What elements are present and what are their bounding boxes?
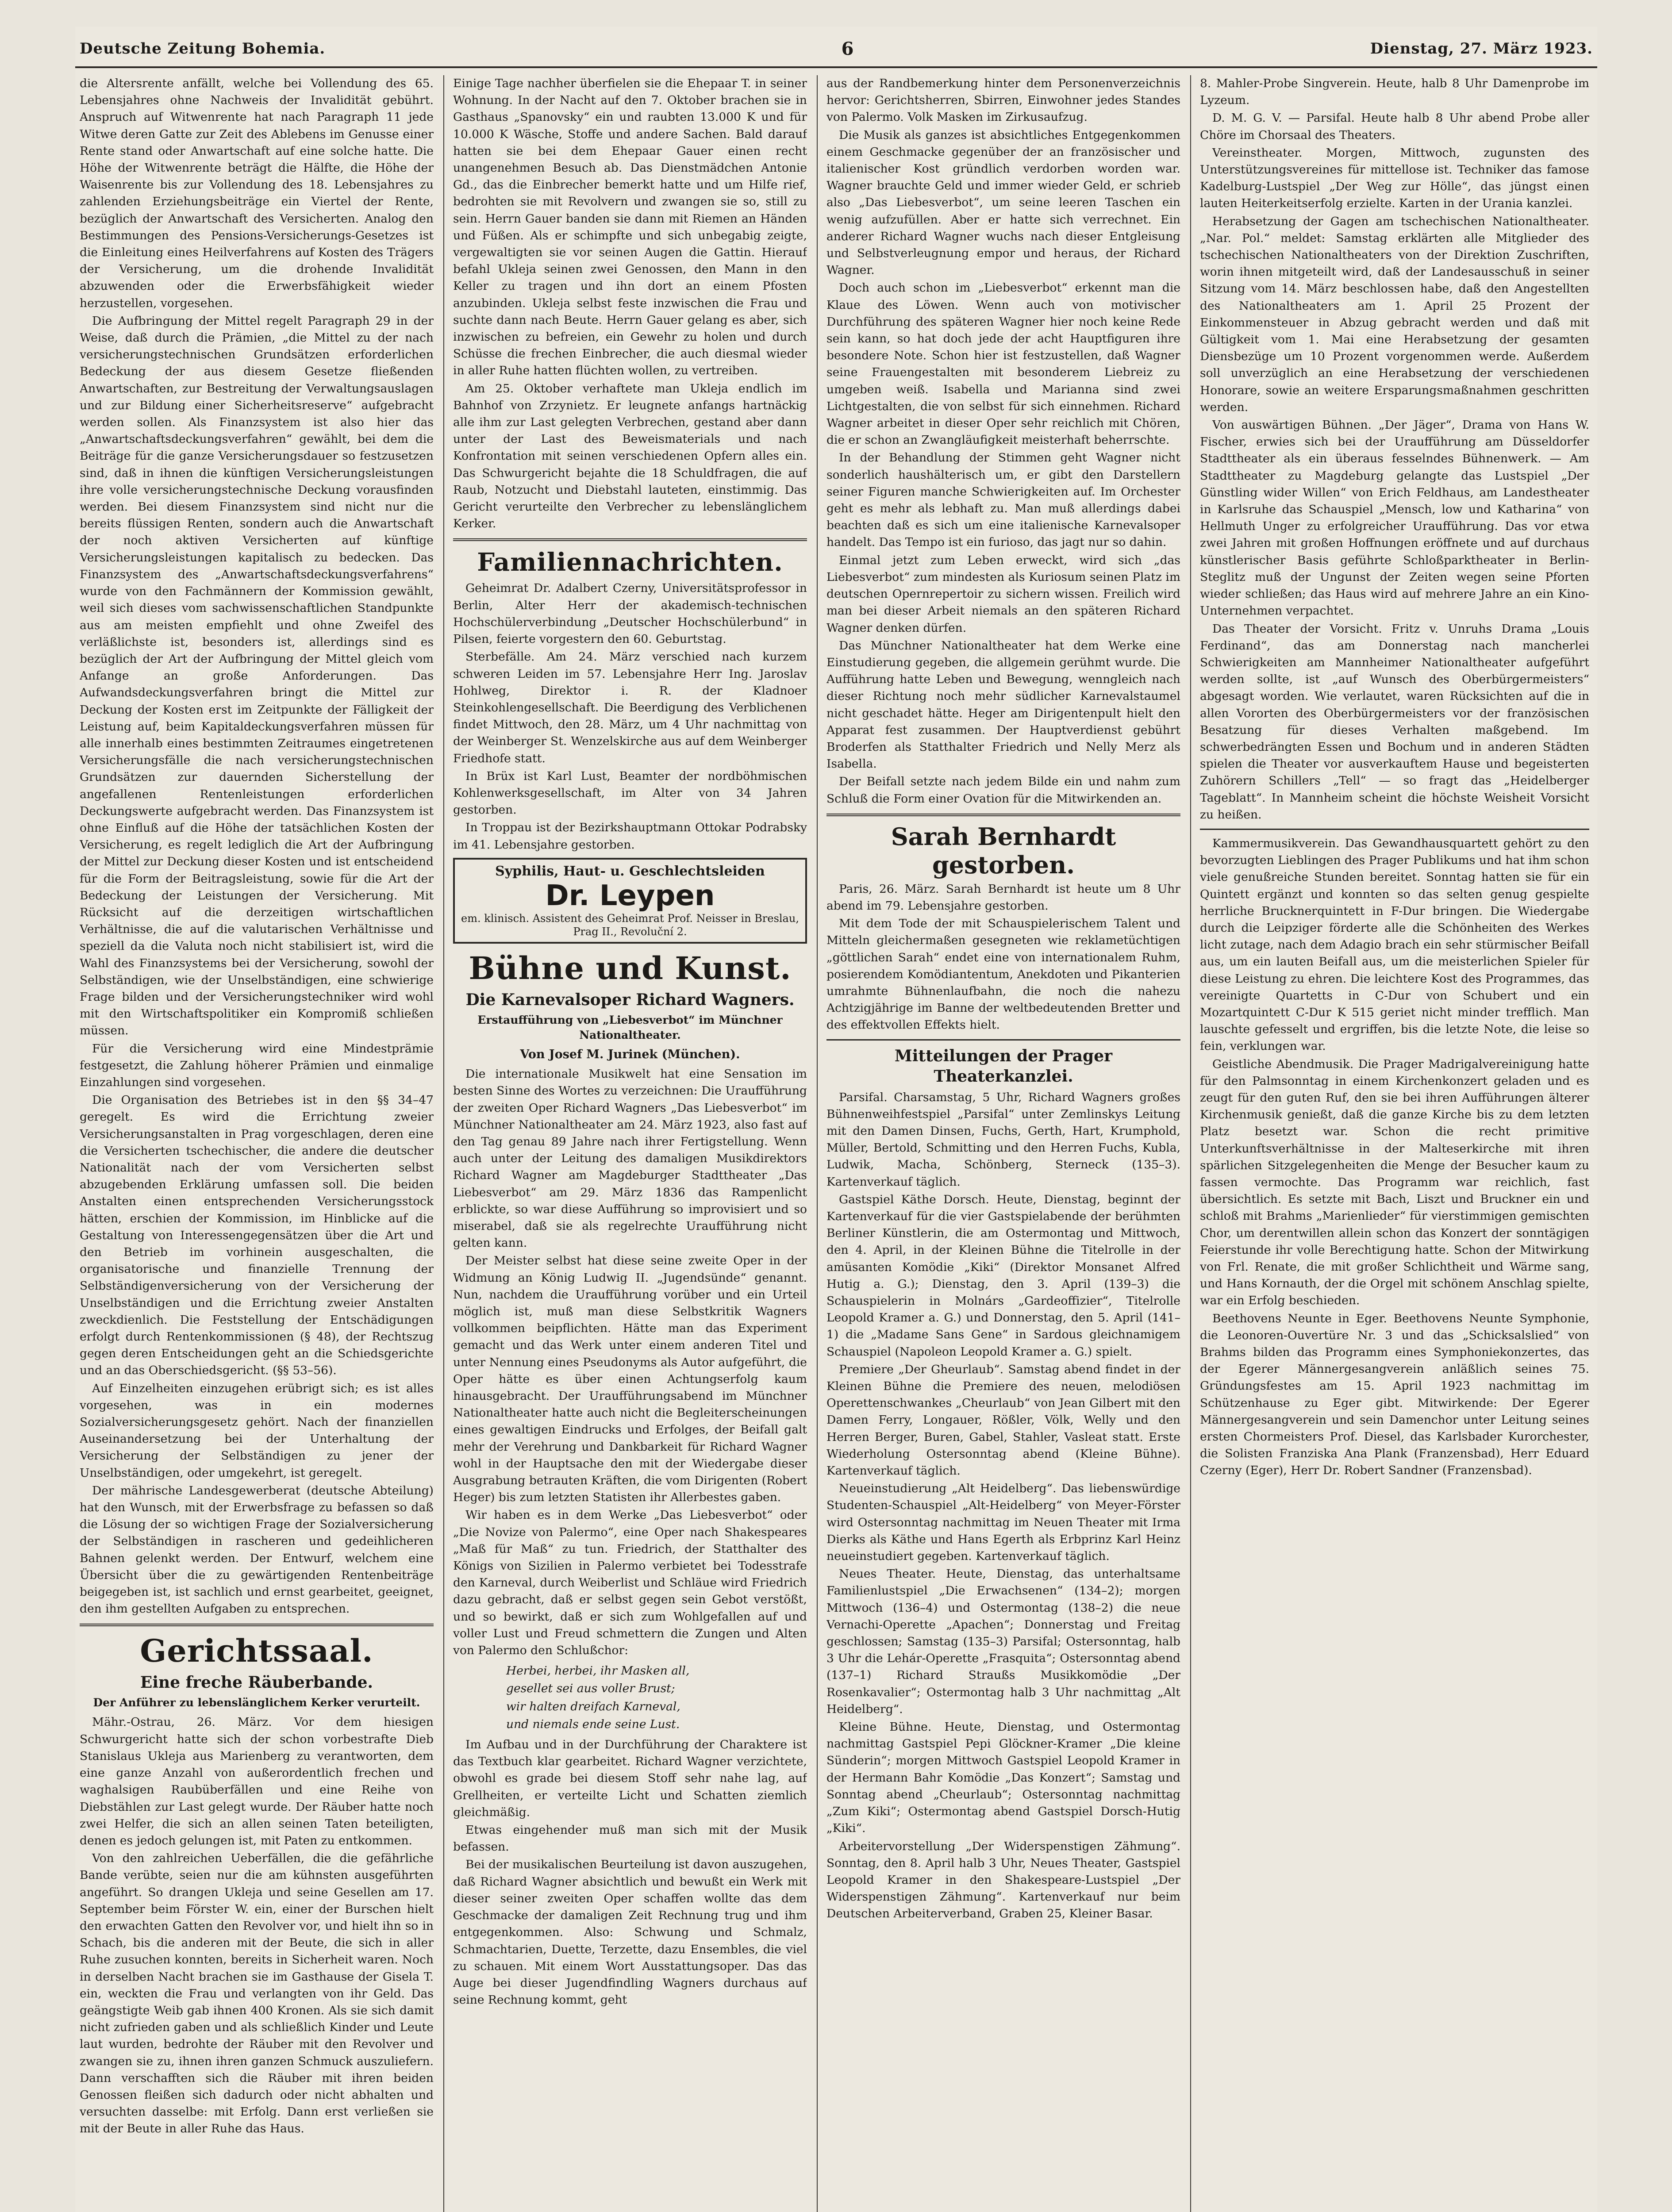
verse-line: Herbei, herbei, ihr Masken all,	[506, 1664, 690, 1678]
paragraph: Von den zahlreichen Ueberfällen, die die gefährliche Bande verübte, seien nur die am kühnsten ausgeführten angeführt. So drangen Ukleja und seine Gesellen am 17. September beim Förster W. ein, einer der Burschen hielt den erwachten Gatten den Revolver vor, und hielt ihn so in Schach, bis die anderen mit der Beute, die sich in aller Ruhe zusuchen konnten, bereits in Sicherheit waren. Noch in derselben Nacht brachen sie im Gasthause der Gisela T. ein, weckten die Frau und verlangten von ihr Geld. Das geängstigte Weib gab ihnen 400 Kronen. Als sie sich damit nicht zufrieden gaben und als schließlich Kinder und Leute laut wurden, bedrohte der Räuber mit den Revolver und zwangen sie zu, ihnen ihren ganzen Schmuck auszuliefern. Dann verschafften sich die Räuber mit ihren beiden Genossen fleißen sich dadurch oder nicht abhalten und versuchten dasselbe: mit Erfolg. Dann erst verließen sie mit der Beute in aller Ruhe das Haus.	[80, 1851, 434, 2136]
paragraph: Neues Theater. Heute, Dienstag, das unterhaltsame Familienlustspiel „Die Erwachsenen“ (134–2); morgen Mittwoch (136–4) und Ostermontag (138–2) die neue Vernachi-Operette „Apachen“; Donnerstag und Freitag geschlossen; Samstag (135–3) Parsifal; Ostersonntag, halb 3 Uhr die Lehár-Operette „Frasquita“; Ostersonntag abend (137–1) Richard Straußs Musikkomödie „Der Rosenkavalier“; Ostermontag halb 3 Uhr nachmittag „Alt Heidelberg“.	[826, 1567, 1180, 1716]
column-rule	[817, 75, 818, 2212]
ad-doctor-name: Dr. Leypen	[545, 879, 715, 912]
paragraph: Bei der musikalischen Beurteilung ist davon auszugehen, daß Richard Wagner absichtlich und bewußt ein Werk mit dieser seiner zweiten Oper schaffen wollte das dem Geschmacke der damaligen Zeit Rechnung trug und ihm entgegenkommen. Also: Schwung und Schmalz, Schmachtarien, Duette, Terzette, dazu Ensembles, die viel zu schauen. Mit einem Wort Ausstattungsoper. Das das Auge bei dieser Jugendfindling Wagners durchaus auf seine Rechnung kommt, geht	[453, 1858, 807, 2007]
article-headline: Die Karnevalsoper Richard Wagners.	[465, 990, 795, 1009]
paragraph: Paris, 26. März. Sarah Bernhardt ist heute um 8 Uhr abend im 79. Lebensjahre gestorben.	[826, 882, 1180, 913]
ad-details: em. klinisch. Assistent des Geheimrat Prof. Neisser in Breslau, Prag II., Revoluční 2.	[461, 912, 799, 938]
section-heading-arts: Bühne und Kunst.	[469, 949, 792, 987]
paragraph: Der Beifall setzte nach jedem Bilde ein und nahm zum Schluß die Form einer Ovation für die Mitwirkenden an.	[826, 775, 1180, 806]
paragraph: Im Aufbau und in der Durchführung der Charaktere ist das Textbuch klar gearbeitet. Richard Wagner verzichtete, obwohl es grade bei diesem Stoff sehr nahe lag, auf Grellheiten, er verteilte Licht und Schatten ziemlich gleichmäßig.	[453, 1738, 807, 1819]
verse-quote	[506, 1663, 807, 1733]
section-divider	[826, 814, 1180, 816]
section-divider	[826, 1039, 1180, 1041]
section-heading-family: Familiennachrichten.	[477, 548, 783, 577]
paragraph: Neueinstudierung „Alt Heidelberg“. Das liebenswürdige Studenten-Schauspiel „Alt-Heidelberg“ von Meyer-Förster wird Ostersonntag nachmittag im Neuen Theater mit Irma Dierks als Käthe und Hans Egerth als Erbprinz Karl Heinz neueinstudiert gegeben. Kartenverkauf täglich.	[826, 1482, 1180, 1563]
column-3	[826, 75, 1180, 2212]
paragraph: Herabsetzung der Gagen am tschechischen Nationaltheater. „Nar. Pol.“ meldet: Samstag erklärten alle Mitglieder des tschechischen Nationaltheaters von der Direktion Zuschriften, worin ihnen mitgeteilt wird, daß der Landesausschuß in seiner Sitzung vom 14. März beschlossen habe, daß den Angestellten des Nationaltheaters am 1. April 25 Prozent der Einkommensteuer in Abzug gebracht werden und daß mit Gültigkeit vom 1. Mai eine Herabsetzung der gesamten Diensbezüge um 10 Prozent vorgenommen werde. Außerdem soll unverzüglich an eine Herabsetzung der verschiedenen Honorare, sowie an weitere Ersparungsmaßnahmen geschritten werden.	[1200, 214, 1589, 414]
paragraph: Geistliche Abendmusik. Die Prager Madrigalvereinigung hatte für den Palmsonntag in einem Kirchenkonzert geladen und es zeugt für den guten Ruf, den sie bei ihren Aufführungen älterer Kirchenmusik genießt, daß die ganze Kirche bis zu dem letzten Platz besetzt war. Schon die recht primitive Unterkunftsverhältnisse in der Malteserkirche mit ihren spärlichen Sitzgelegenheiten die Menge der Besucher kaum zu fassen vermochte. Das Programm war reichlich, fast übersichtlich. Es setzte mit Bach, Liszt und Bruckner ein und schloß mit Brahms „Marienlieder“ für vierstimmigen gemischten Chor, um derentwillen allein schon das Konzert der sonntägigen Feierstunde ihr volle Berechtigung hatte. Schon der Mitwirkung von Frl. Renate, die mit großer Schlichtheit und Wärme sang, und Hans Kornauth, der die Orgel mit schönem Anschlag spielte, war ein Erfolg beschieden.	[1200, 1057, 1589, 1308]
byline: Von Josef M. Jurinek (München).	[520, 1047, 740, 1061]
paragraph: Das Theater der Vorsicht. Fritz v. Unruhs Drama „Louis Ferdinand“, das am Donnerstag nach mancherlei Schwierigkeiten am Mannheimer Nationaltheater aufgeführt werden sollte, ist „auf Wunsch des Oberbürgermeisters“ abgesagt worden. Wie verlautet, waren Rücksichten auf die in allen Vororten des Oberbürgermeisters vor der französischen Besatzung für dieses Verhalten maßgebend. Im schwerbedrängten Essen und Bochum und in anderen Städten spielen die Theater vor ausverkauftem Hause und begeisterten Zuhörern Schillers „Tell“ — so fragt das „Heidelberger Tageblatt“. In Mannheim scheint die höchste Weisheit Vorsicht zu heißen.	[1200, 622, 1589, 822]
column-rule	[1190, 75, 1191, 2212]
paragraph: Mähr.-Ostrau, 26. März. Vor dem hiesigen Schwurgericht hatte sich der schon vorbestrafte Dieb Stanislaus Ukleja aus Marienberg zu verantworten, dem eine ganze Anzahl von außerordentlich frechen und waghalsigen Raubüberfällen und eine Reihe von Diebstählen zur Last gelegt wurde. Der Räuber hatte noch zwei Helfer, die sich an allen seinen Taten beteiligten, denen es jedoch gelungen ist, mit Paten zu entkommen.	[80, 1715, 434, 1847]
paragraph: Die internationale Musikwelt hat eine Sensation im besten Sinne des Wortes zu verzeichnen: Die Uraufführung der zweiten Oper Richard Wagners „Das Liebesverbot“ im Münchner Nationaltheater am 24. März 1923, also fast auf den Tag genau 89 Jahre nach ihrer Fertigstellung. Wenn auch unter der Leitung des damaligen Musikdirektors Richard Wagner am Magdeburger Stadttheater „Das Liebesverbot“ am 29. März 1836 das Rampenlicht erblickte, so war diese Aufführung so improvisiert und so miserabel, daß sie als regelrechte Uraufführung nicht gelten kann.	[453, 1067, 807, 1250]
paragraph: Von auswärtigen Bühnen. „Der Jäger“, Drama von Hans W. Fischer, erwies sich bei der Uraufführung am Düsseldorfer Stadttheater als ein überaus fesselndes Bühnenwerk. — Am Stadttheater zu Magdeburg gelangte das Lustspiel „Der Günstling wider Willen“ von Erich Feldhaus, am Landestheater in Karlsruhe das Schauspiel „Mensch, low und Katharina“ von Hellmuth Unger zu erfolgreicher Uraufführung. Das vor etwa zwei Jahren mit großen Hoffnungen eröffnete und auf durchaus künstlerischer Basis geführte Schloßparktheater in Berlin-Steglitz muß der Ungunst der Zeiten wegen seine Pforten wieder schließen; das Haus wird auf mehrere Jahre an ein Kino-Unternehmen verpachtet.	[1200, 418, 1589, 618]
section-divider	[453, 538, 807, 541]
advertisement-box	[453, 858, 807, 944]
paragraph: Wir haben es in dem Werke „Das Liebesverbot“ oder „Die Novize von Palermo“, eine Oper nach Shakespeares „Maß für Maß“ zu tun. Friedrich, der Statthalter des Königs von Sizilien in Palermo verbietet bei Todesstrafe den Karneval, durch Weiberlist und Schläue wird Friedrich dazu gebracht, daß er selbst gegen sein Gebot verstößt, und so bewirkt, daß er sich zum Wohlgefallen auf und voller Lust und Freud schmettern die Zungen und Alten von Palermo den Schlußchor:	[453, 1508, 807, 1658]
paragraph: Einmal jetzt zum Leben erweckt, wird sich „das Liebesverbot“ zum mindesten als Kuriosum seinen Platz im deutschen Opernrepertoir zu sichern wissen. Freilich wird man bei dieser Arbeit niemals an den späteren Richard Wagner denken dürfen.	[826, 553, 1180, 635]
masthead-date: Dienstag, 27. März 1923.	[1370, 40, 1593, 58]
paragraph: Gastspiel Käthe Dorsch. Heute, Dienstag, beginnt der Kartenverkauf für die vier Gastspielabende der berühmten Berliner Künstlerin, die am Ostermontag und Mittwoch, den 4. April, in der Kleinen Bühne die Titelrolle in der amüsanten Komödie „Kiki“ (Direktor Monsanet Alfred Hutig a. G.); Dienstag, den 3. April (139–3) die Schauspielerin in Molnárs „Gardeoffizier“, Titelrolle Leopold Kramer a. G.) und Donnerstag, den 5. April (141–1) die „Madame Sans Gene“ in Sardous gleichnamigem Schauspiel (Napoleon Leopold Kramer a. G.) spielt.	[826, 1192, 1180, 1359]
paragraph: In der Behandlung der Stimmen geht Wagner nicht sonderlich haushälterisch um, er gibt den Darstellern seiner Figuren manche Schwierigkeiten auf. Im Orchester geht es mehr als lebhaft zu. Man muß allerdings dabei beachten daß es sich um eine italienische Karnevalsoper handelt. Das Tempo ist ein furioso, das jagt nur so dahin.	[826, 451, 1180, 549]
paragraph: Arbeitervorstellung „Der Widerspenstigen Zähmung“. Sonntag, den 8. April halb 3 Uhr, Neues Theater, Gastspiel Leopold Kramer in den Shakespeare-Lustspiel „Der Widerspenstigen Zähmung“. Kartenverkauf nur beim Deutschen Arbeiterverband, Graben 25, Kleiner Basar.	[826, 1839, 1180, 1921]
paragraph: 8. Mahler-Probe Singverein. Heute, halb 8 Uhr Damenprobe im Lyzeum.	[1200, 77, 1589, 108]
article-headline: Eine freche Räuberbande.	[140, 1673, 373, 1692]
article-headline-sarah: Sarah Bernhardt gestorben.	[891, 822, 1116, 879]
paragraph: Mit dem Tode der mit Schauspielerischem Talent und Mitteln gleichermaßen gesegneten wie reklametüchtigen „göttlichen Sarah“ endet eine von internationalem Ruhm, posierendem Komödiantentum, Anekdoten und Pikanterien umrahmte Bühnenlaufbahn, die noch die nahezu Achtzigjährige im Banne der weltbedeutenden Bretter und des effektvollen Effekts hielt.	[826, 917, 1180, 1032]
paragraph: Parsifal. Charsamstag, 5 Uhr, Richard Wagners großes Bühnenweihfestspiel „Parsifal“ unter Zemlinskys Leitung mit den Damen Dinsen, Fuchs, Gerth, Hart, Krumphold, Müller, Bertold, Schmitting und den Herren Fuchs, Kubla, Ludwik, Macha, Schönberg, Sterneck (135–3). Kartenverkauf täglich.	[826, 1090, 1180, 1189]
paragraph: Kammermusikverein. Das Gewandhausquartett gehört zu den bevorzugten Lieblingen des Prager Publikums und hat ihm schon viele genußreiche Stunden bereitet. Sonntag hatten sie für ein Quintett ergänzt und konnten so das selten genug gespielte herrliche Brucknerquintett in F-Dur bringen. Die Wiedergabe durch die Leipziger förderte alle die Schönheiten des Werkes licht zutage, nach dem Adagio brach ein sehr stürmischer Beifall aus, um ein lauten Beifall aus, um die meisterlichen Spieler für diese Leistung zu ehren. Die leichtere Kost des Programmes, das vereinigte Quartetts in C-Dur von Schubert und ein Mozartquintett C-Dur K 515 geriet nicht minder trefflich. Man lauschte gefesselt und ergriffen, bis die letzte Note, die leise so fein, verklungen war.	[1200, 836, 1589, 1053]
ad-topline: Syphilis, Haut- u. Geschlechtsleiden	[495, 863, 765, 879]
paragraph: Am 25. Oktober verhaftete man Ukleja endlich im Bahnhof von Zrzynietz. Er leugnete anfangs hartnäckig alle ihm zur Last gelegten Verbrechen, gestand aber dann unter der Last des Beweismaterials und nach Konfrontation mit seinen verschiedenen Opfern alles ein. Das Schwurgericht bejahte die 18 Schuldfragen, die auf Raub, Notzucht und Diebstahl lauteten, einstimmig. Das Gericht verurteilte den Verbrecher zu lebenslänglichem Kerker.	[453, 381, 807, 531]
paragraph: In Brüx ist Karl Lust, Beamter der nordböhmischen Kohlenwerksgesellschaft, im Alter von 34 Jahren gestorben.	[453, 769, 807, 817]
column-4	[1200, 75, 1589, 2212]
paragraph: Sterbefälle. Am 24. März verschied nach kurzem schweren Leiden im 57. Lebensjahre Herr Ing. Jaroslav Hohlweg, Direktor i. R. der Kladnoer Steinkohlengesellschaft. Die Beerdigung des Verblichenen findet Mittwoch, den 28. März, um 4 Uhr nachmittag von der Weinberger St. Wenzelskirche aus auf dem Weinberger Friedhofe statt.	[453, 650, 807, 765]
section-divider	[1200, 829, 1589, 830]
paragraph: die Altersrente anfällt, welche bei Vollendung des 65. Lebensjahres ohne Nachweis der Invalidität gebührt. Anspruch auf Witwenrente hat nach Paragraph 11 jede Witwe deren Gatte zur Zeit des Ablebens im Genusse einer Rente stand oder Anwartschaft auf eine solche hatte. Die Höhe der Witwenrente beträgt die Hälfte, die Höhe der Waisenrente bis zur Vollendung des 18. Lebensjahres zu zahlenden Erziehungsbeiträge ein Viertel der Rente, bezüglich der Anwartschaft des Versicherten. Analog den Bestimmungen des Pensions-Versicherungs-Gesetzes ist die Einleitung eines Heilverfahrens auf Kosten des Trägers der Versicherung, um die drohende Invalidität abzuwenden oder die Erwerbsfähigkeit wieder herzustellen, vorgesehen.	[80, 77, 434, 310]
paragraph: Einige Tage nachher überfielen sie die Ehepaar T. in seiner Wohnung. In der Nacht auf den 7. Oktober brachen sie in Gasthaus „Spanovsky“ ein und raubten 13.000 K und für 10.000 K Wäsche, Stoffe und andere Sachen. Bald darauf hatten sie bei dem Ehepaar Gauer einen recht unangenehmen Besuch ab. Das Dienstmädchen Antonie Gd., das die Einbrecher bemerkt hatte und um Hilfe rief, bedrohten sie mit Revolvern und zwangen sie so, still zu sein. Herrn Gauer banden sie dann mit Riemen an Händen und Füßen. Als er schimpfte und sich unbegabig zeigte, vergewaltigten sie vor seinen Augen die Gattin. Hierauf befahl Ukleja seinen zwei Genossen, den Mann in den Keller zu tragen und ihn dort an einem Pfosten anzubinden. Ukleja selbst feste inzwischen die Frau und suchte dann nach Beute. Herrn Gauer gelang es aber, sich inzwischen zu befreien, ein Gewehr zu holen und durch Schüsse die frechen Einbrecher, die auch diesmal wieder in aller Ruhe hatten flüchten wollen, zu vertreiben.	[453, 77, 807, 378]
paragraph: Das Münchner Nationaltheater hat dem Werke eine Einstudierung gegeben, die allgemein gerühmt wurde. Die Aufführung hatte Leben und Bewegung, wenngleich nach dieser Richtung noch mehr südlicher Karnevalstaumel nicht geschadet hätte. Heger am Dirigentenpult hielt den Apparat fest zusammen. Der Hauptverdienst gebührt Broderfen als Statthalter Friedrich und Nelly Merz als Isabella.	[826, 638, 1180, 771]
verse-line: gesellet sei aus voller Brust;	[506, 1682, 675, 1696]
paragraph: D. M. G. V. — Parsifal. Heute halb 8 Uhr abend Probe aller Chöre im Chorsaal des Theaters.	[1200, 111, 1589, 142]
column-2	[453, 75, 807, 2212]
paragraph: Doch auch schon im „Liebesverbot“ erkennt man die Klaue des Löwen. Wenn auch von motivischer Durchführung des späteren Wagner hier noch keine Rede sein kann, so hat doch jede der acht Hauptfiguren ihre besondere Note. Schon hier ist festzustellen, daß Wagner seine Frauengestalten mit besonderem Liebreiz zu umgeben weiß. Isabella und Marianna sind zwei Lichtgestalten, die von selbst für sich einnehmen. Richard Wagner arbeitet in dieser Oper sehr reichlich mit Chören, die er schon an Zwangläufigkeit meisterhaft beherrschte.	[826, 281, 1180, 447]
paragraph: Die Aufbringung der Mittel regelt Paragraph 29 in der Weise, daß durch die Prämien, „die Mittel zu der nach versicherungstechnischen Grundsätzen erforderlichen Bedeckung der aus diesem Gesetze fließenden Anwartschaften, zur Bestreitung der Verwaltungsauslagen und zur Bildung einer Sicherheitsreserve“ aufgebracht werden sollen. Als Finanzsystem ist also hier das „Anwartschaftsdeckungsverfahren“ gewählt, bei dem die Beiträge für die ganze Versicherungsdauer so festzusetzen sind, daß in ihnen die künftigen Versicherungsleistungen ihre volle versicherungstechnische Deckung vorausfinden werden. Bei diesem Finanzsystem sind nicht nur die bereits flüssigen Renten, sondern auch die Anwartschaft der noch aktiven Versicherten auf künftige Versicherungsleistungen kapitalisch zu bedecken. Das Finanzsystem des „Anwartschaftsdeckungsverfahrens“ wurde von den Fachmännern der Kommission gewählt, weil sich dieses vom sachwissenschaftlichen Standpunkte aus am meisten empfiehlt und ohne Zweifel des verläßlichste ist, besonders ist, allerdings sind es bezüglich der Art der Aufbringung der Mittel gleich vom Anfange an große Anforderungen. Das Aufwandsdeckungsverfahren bringt die Mittel zur Deckung der Kosten erst im Zeitpunkte der Fälligkeit der Leistung auf, beim Kapitaldeckungsverfahren müssen für alle innerhalb eines bestimmten Zeitraumes eingetretenen Versicherungsfälle die nach versicherungstechnischen Grundsätzen zur dauernden Sicherstellung der angefallenen Rentenleistungen erforderlichen Deckungswerte aufgebracht werden. Das Finanzsystem ist ohne Einfluß auf die Höhe der tatsächlichen Kosten der Versicherung, es regelt lediglich die Art der Aufbringung der Mittel zur Deckung dieser Kosten und ist entscheidend für die Form der Beitragsleistung, sowie für die Art der Bedeckung der Leistungen der Versicherung. Mit Rücksicht auf die derzeitigen wirtschaftlichen Verhältnisse, die auf die valutarischen Verhältnisse und speziell da die Valuta noch nicht stabilisiert ist, wird die Wahl des Finanzsystems bei der Versicherung, sowohl der Selbständigen, wie der Unselbständigen, eine schwierige Frage bilden und der Versicherungstechniker wird wohl mit den Wirtschaftspolitiker ein Kompromiß schließen müssen.	[80, 314, 434, 1038]
paragraph: Kleine Bühne. Heute, Dienstag, und Ostermontag nachmittag Gastspiel Pepi Glöckner-Kramer „Die kleine Sünderin“; morgen Mittwoch Gastspiel Leopold Kramer in der Hermann Bahr Komödie „Das Konzert“; Samstag und Sonntag abend „Cheurlaub“; Ostersonntag nachmittag „Zum Kiki“; Ostermontag abend Gastspiel Dorsch-Hutig „Kiki“.	[826, 1720, 1180, 1836]
paragraph: Auf Einzelheiten einzugehen erübrigt sich; es ist alles vorgesehen, was in ein modernes Sozialversicherungsgesetz gehört. Nach der finanziellen Auseinandersetzung bei der Unterhaltung der Versicherung der Selbständigen zu jener der Unselbständigen, oder umgekehrt, ist geregelt.	[80, 1381, 434, 1480]
paragraph: Geheimrat Dr. Adalbert Czerny, Universitätsprofessor in Berlin, Alter Herr der akademisch-technischen Hochschülerverbindung „Deutscher Hochschülerbund“ in Pilsen, feierte vorgestern den 60. Geburtstag.	[453, 581, 807, 646]
section-heading-prague-theatre: Mitteilungen der Prager Theaterkanzlei.	[894, 1046, 1113, 1086]
paragraph: Der Meister selbst hat diese seine zweite Oper in der Widmung an König Ludwig II. „Jugendsünde“ genannt. Nun, nachdem die Uraufführung vorüber und ein Urteil möglich ist, muß man diese Selbstkritik Wagners vollkommen beipflichten. Hätte man das Experiment gemacht und das Werk unter einem anderen Titel und unter Nennung eines Pseudonyms als Autor aufgeführt, die Oper hätte es über einen Achtungserfolg kaum hinausgebracht. Der Uraufführungsabend im Münchner Nationaltheater hatte auch nicht die Begleiterscheinungen eines gewaltigen Eindrucks und Erfolges, der Beifall galt mehr der Verehrung und Dankbarkeit für Richard Wagner wohl in der Hauptsache den mit der Wiedergabe dieser Ausgrabung betrauten Kräften, die vom Dirigenten (Robert Heger) bis zum letzten Statisten ihr Allerbestes gaben.	[453, 1254, 807, 1505]
section-heading-court: Gerichtssaal.	[140, 1632, 373, 1670]
column-rule	[443, 75, 444, 2212]
section-divider	[80, 1624, 434, 1626]
paragraph: Premiere „Der Gheurlaub“. Samstag abend findet in der Kleinen Bühne die Premiere des neuen, melodiösen Operettenschwankes „Cheurlaub“ von Jean Gilbert mit den Damen Ferry, Longauer, Rößler, Völk, Welly und den Herren Berger, Buren, Gabel, Stahler, Vasleat statt. Erste Wiederholung Ostersonntag abend (Kleine Bühne). Kartenverkauf täglich.	[826, 1362, 1180, 1478]
article-subheadline: Erstaufführung von „Liebesverbot“ im Münchner Nationaltheater.	[477, 1013, 783, 1041]
paragraph: Etwas eingehender muß man sich mit der Musik befassen.	[453, 1823, 807, 1854]
article-subheadline: Der Anführer zu lebenslänglichem Kerker verurteilt.	[93, 1696, 420, 1709]
newspaper-page	[75, 27, 1597, 2212]
verse-line: wir halten dreifach Karneval,	[506, 1699, 680, 1713]
verse-line: und niemals ende seine Lust.	[506, 1717, 680, 1731]
paragraph: In Troppau ist der Bezirkshauptmann Ottokar Podrabsky im 41. Lebensjahre gestorben.	[453, 821, 807, 852]
masthead	[75, 31, 1597, 68]
paragraph: Die Organisation des Betriebes ist in den §§ 34–47 geregelt. Es wird die Errichtung zweier Versicherungsanstalten in Prag vorgeschlagen, deren eine die Versicherten tschechischer, die andere die deutscher Nationalität nach der vom Versicherten selbst abzugebenden Erklärung umfassen soll. Die beiden Anstalten einen entsprechenden Versicherungsstock hätten, erschien der Kommission, im Hinblicke auf die Gestaltung von Interessengegensätzen über die Art und den Betrieb im vorhinein ausgeschalten, die organisatorische und finanzielle Trennung der Selbständigenversicherung von der Versicherung der Unselbständigen und die Errichtung zweier Anstalten zweckdienlich. Die Feststellung der Entschädigungen erfolgt durch Rentenkommissionen (§ 48), der Rechtszug gegen deren Entscheidungen geht an die Schiedsgerichte und an das Oberschiedsgericht. (§§ 53–56).	[80, 1093, 434, 1378]
paragraph: Die Musik als ganzes ist absichtliches Entgegenkommen einem Geschmacke gegenüber der an französischer und italienischer Kost gründlich verdorben worden war. Wagner brauchte Geld und immer wieder Geld, er schrieb also „Das Liebesverbot“, um seine leeren Taschen ein wenig aufzufüllen. Aber er hatte sich verrechnet. Ein anderer Richard Wagner wuchs nach dieser Entgleisung und Selbstverleugnung empor und heraus, der Richard Wagner.	[826, 128, 1180, 277]
paragraph: Für die Versicherung wird eine Mindestprämie festgesetzt, die Zahlung höherer Prämien und einmalige Einzahlungen sind vorgesehen.	[80, 1041, 434, 1089]
paragraph: Vereinstheater. Morgen, Mittwoch, zugunsten des Unterstützungsvereines für mittellose ist. Techniker das famose Kadelburg-Lustspiel „Der Weg zur Hölle“, das jüngst einen lauten Heiterkeitserfolg erzielte. Karten in der Urania kanzlei.	[1200, 146, 1589, 211]
paragraph: aus der Randbemerkung hinter dem Personenverzeichnis hervor: Gerichtsherren, Sbirren, Einwohner jedes Standes von Palermo. Volk Masken im Zirkusaufzug.	[826, 77, 1180, 124]
masthead-paper-name: Deutsche Zeitung Bohemia.	[80, 40, 326, 58]
paragraph: Der mährische Landesgewerberat (deutsche Abteilung) hat den Wunsch, mit der Erwerbsfrage zu befassen so daß die Lösung der so wichtigen Frage der Sozialversicherung der Selbständigen in rascheren und gedeihlicheren Bahnen gelenkt werden. Der Entwurf, welchem eine Übersicht über die zu gewärtigenden Rentenbeiträge beigegeben ist, ist sachlich und ernst gearbeitet, geeignet, den ihm gestellten Aufgaben zu entsprechen.	[80, 1483, 434, 1616]
page-number: 6	[841, 38, 854, 59]
paragraph: Beethovens Neunte in Eger. Beethovens Neunte Symphonie, die Leonoren-Ouvertüre Nr. 3 und das „Schicksalslied“ von Brahms bilden das Programm eines Symphoniekonzertes, das der Egerer Männergesangverein anläßlich seines 75. Gründungsfestes am 15. April 1923 nachmittag im Schützenhause zu Eger gibt. Mitwirkende: Der Egerer Männergesangverein und sein Damenchor unter Leitung seines ersten Chormeisters Prof. Diesel, das Karlsbader Kurorchester, die Solisten Franziska Ana Plank (Franzensbad), Herr Eduard Czerny (Eger), Herr Dr. Robert Sandner (Franzensbad).	[1200, 1311, 1589, 1478]
column-1	[80, 75, 434, 2212]
